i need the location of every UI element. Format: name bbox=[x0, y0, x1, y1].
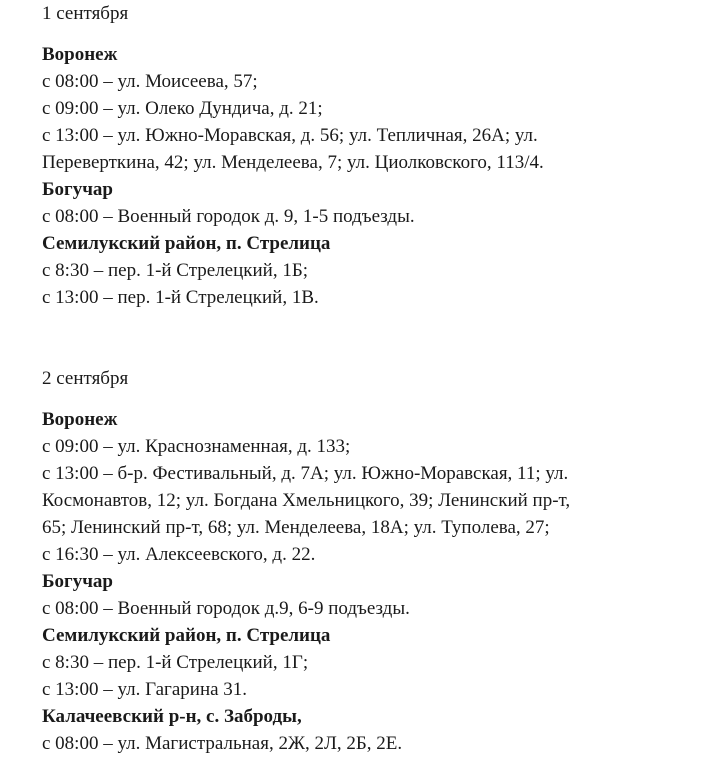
city-group bbox=[42, 41, 718, 176]
city-heading: Воронеж bbox=[42, 409, 118, 430]
day-section bbox=[42, 365, 718, 757]
city-heading: Калачеевский р-н, с. Заброды, bbox=[42, 706, 302, 727]
city-group bbox=[42, 703, 718, 757]
schedule-line: с 08:00 – ул. Моисеева, 57; bbox=[42, 71, 258, 92]
schedule-line: с 09:00 – ул. Краснознаменная, д. 133; bbox=[42, 436, 351, 457]
schedule-line: с 08:00 – Военный городок д. 9, 1-5 подъезды. bbox=[42, 206, 415, 227]
day-heading: 2 сентября bbox=[42, 368, 129, 389]
schedule-line: Космонавтов, 12; ул. Богдана Хмельницкого, 39; Ленинский пр-т, bbox=[42, 490, 571, 511]
schedule-line: с 13:00 – ул. Гагарина 31. bbox=[42, 679, 248, 700]
city-heading: Богучар bbox=[42, 179, 113, 200]
schedule-line: с 8:30 – пер. 1-й Стрелецкий, 1Б; bbox=[42, 260, 309, 281]
city-group bbox=[42, 176, 718, 230]
city-group bbox=[42, 230, 718, 311]
schedule-line: Переверткина, 42; ул. Менделеева, 7; ул. Циолковского, 113/4. bbox=[42, 152, 544, 173]
schedule-line: с 09:00 – ул. Олеко Дундича, д. 21; bbox=[42, 98, 323, 119]
schedule-line: с 13:00 – б-р. Фестивальный, д. 7А; ул. Южно-Моравская, 11; ул. bbox=[42, 463, 569, 484]
city-heading: Богучар bbox=[42, 571, 113, 592]
day-heading: 1 сентября bbox=[42, 3, 129, 24]
schedule-line: с 13:00 – пер. 1-й Стрелецкий, 1В. bbox=[42, 287, 319, 308]
schedule-line: с 08:00 – ул. Магистральная, 2Ж, 2Л, 2Б, 2Е. bbox=[42, 733, 403, 754]
schedule-document bbox=[42, 0, 718, 757]
schedule-line: с 16:30 – ул. Алексеевского, д. 22. bbox=[42, 544, 316, 565]
day-section bbox=[42, 0, 718, 311]
city-group bbox=[42, 568, 718, 622]
city-heading: Воронеж bbox=[42, 44, 118, 65]
city-group bbox=[42, 622, 718, 703]
schedule-line: с 13:00 – ул. Южно-Моравская, д. 56; ул. Тепличная, 26А; ул. bbox=[42, 125, 538, 146]
schedule-line: 65; Ленинский пр-т, 68; ул. Менделеева, 18А; ул. Туполева, 27; bbox=[42, 517, 550, 538]
schedule-line: с 08:00 – Военный городок д.9, 6-9 подъезды. bbox=[42, 598, 410, 619]
city-heading: Семилукский район, п. Стрелица bbox=[42, 233, 331, 254]
city-group bbox=[42, 406, 718, 568]
city-heading: Семилукский район, п. Стрелица bbox=[42, 625, 331, 646]
schedule-line: с 8:30 – пер. 1-й Стрелецкий, 1Г; bbox=[42, 652, 309, 673]
